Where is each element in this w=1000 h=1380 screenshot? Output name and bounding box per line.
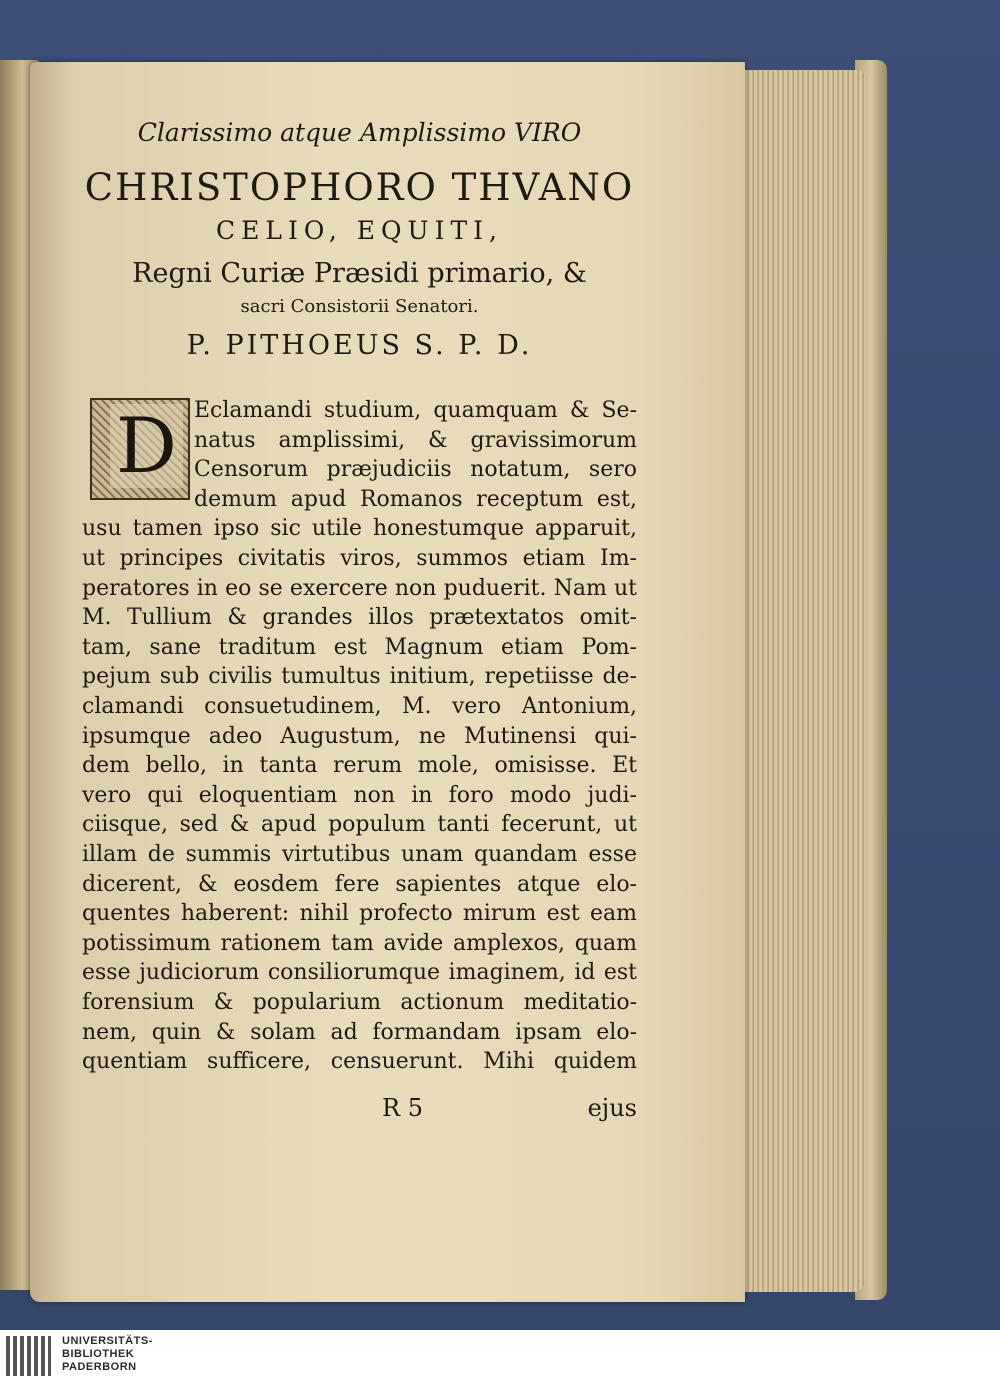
text-line: ciisque, sed & apud populum tanti fecerunt, ut [82, 812, 637, 838]
library-logo-icon [4, 1334, 52, 1378]
library-line-1: UNIVERSITÄTS- [62, 1335, 153, 1347]
text-line: natus amplissimi, & gravissimorum [194, 427, 637, 453]
page-edges [735, 70, 865, 1292]
decorated-initial [90, 398, 190, 500]
text-line: Censorum præjudiciis notatum, sero [194, 457, 637, 483]
text-line: usu tamen ipso sic utile honestumque apparuit, [82, 516, 637, 542]
text-line: vero qui eloquentiam non in foro modo judi- [82, 782, 637, 808]
text-line: illam de summis virtutibus unam quandam esse [82, 842, 637, 867]
sender-line: P. PITHOEUS S. P. D. [186, 330, 533, 361]
text-line: ut principes civitatis viros, summos etiam Im- [82, 546, 637, 571]
text-line: peratores in eo se exercere non puduerit. Nam ut [82, 575, 637, 601]
text-line: quentes haberent: nihil profecto mirum est eam [82, 901, 637, 927]
initial-letter: D [110, 404, 183, 488]
text-line: esse judiciorum consiliorumque imaginem, id est [82, 960, 637, 986]
dedication-line: Clarissimo atque Amplissimo VIRO [137, 118, 582, 147]
text-line: Eclamandi studium, quamquam & Se- [194, 398, 637, 423]
text-line: pejum sub civilis tumultus initium, repetiisse de- [82, 664, 637, 690]
library-line-2: BIBLIOTHEK [62, 1348, 135, 1360]
library-line-3: PADERBORN [62, 1361, 137, 1373]
text-line: ipsumque adeo Augustum, ne Mutinensi qui- [82, 723, 637, 749]
text-line: M. Tullium & grandes illos prætextatos omit- [82, 605, 637, 631]
library-banner [0, 1330, 1000, 1380]
recipient-name: CHRISTOPHORO THVANO [84, 166, 635, 209]
recipient-title: CELIO, EQUITI, [216, 216, 503, 245]
text-line: tam, sane traditum est Magnum etiam Pom- [82, 634, 637, 660]
text-line: quentiam sufficere, censuerunt. Mihi quidem [82, 1049, 637, 1075]
text-line: dicerent, & eosdem fere sapientes atque elo- [82, 871, 637, 897]
text-line: forensium & popularium actionum meditatio- [82, 990, 637, 1015]
recipient-office-2: sacri Consistorii Senatori. [240, 296, 479, 317]
text-line: potissimum rationem tam avide amplexos, quam [82, 930, 637, 956]
text-line: clamandi consuetudinem, M. vero Antonium, [82, 694, 637, 719]
text-line: demum apud Romanos receptum est, [194, 486, 637, 512]
catchword: ejus [587, 1094, 637, 1122]
recipient-office: Regni Curiæ Præsidi primario, & [132, 258, 587, 289]
signature-mark: R 5 [382, 1094, 423, 1122]
text-line: dem bello, in tanta rerum mole, omisisse. Et [82, 753, 637, 779]
text-line: nem, quin & solam ad formandam ipsam elo- [82, 1019, 637, 1045]
library-name [62, 1335, 153, 1374]
